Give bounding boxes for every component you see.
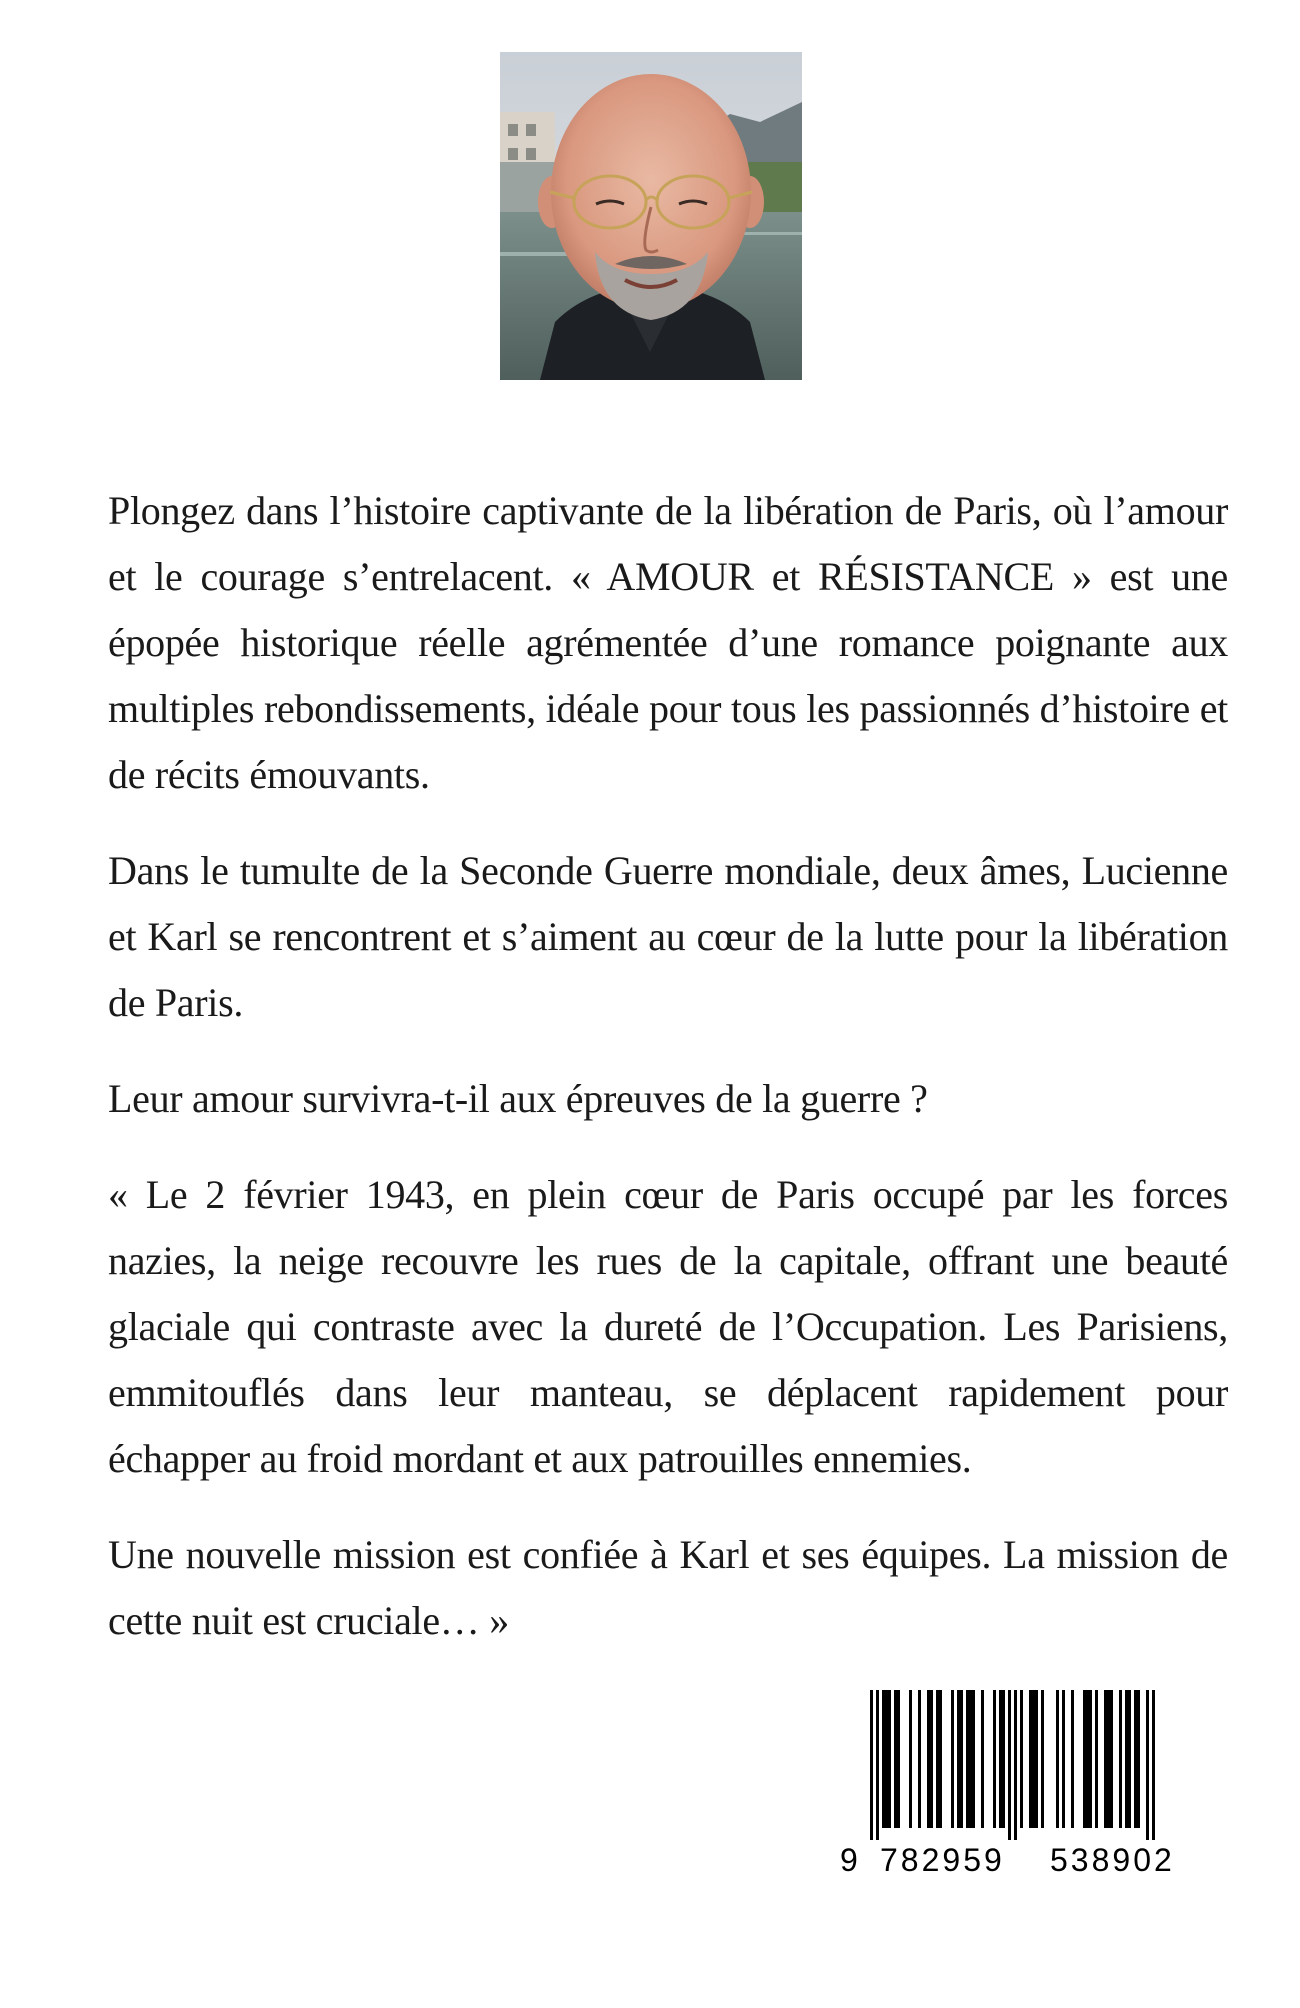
blurb-paragraph-5: Une nouvelle mission est confiée à Karl et ses équipes. La mission de cette nuit est cruciale… » xyxy=(108,1532,1228,1643)
barcode-bar xyxy=(894,1690,897,1828)
barcode-bar xyxy=(939,1690,942,1828)
barcode-bar xyxy=(972,1690,975,1828)
barcode-bar xyxy=(1002,1690,1005,1828)
barcode-bars-icon xyxy=(840,1690,1200,1840)
barcode-left-group: 782959 xyxy=(880,1842,1005,1878)
barcode-bar xyxy=(999,1690,1002,1828)
barcode-guard-bar xyxy=(1014,1690,1017,1840)
barcode-bar xyxy=(1095,1690,1098,1828)
barcode-first-digit: 9 xyxy=(840,1842,858,1878)
barcode-bar xyxy=(1086,1690,1089,1828)
barcode-bar xyxy=(1134,1690,1137,1828)
barcode-bar xyxy=(981,1690,984,1828)
barcode-bar xyxy=(969,1690,972,1828)
blurb-paragraph-1: Plongez dans l’histoire captivante de la libération de Paris, où l’amour et le courage s’entrelacent. « AMOUR et RÉSISTANCE » est une épopée historique réelle agrémentée d’une romance poignante aux multiples rebondissements, idéale pour tous les passionnés d’histoire et de récits émouvants. xyxy=(108,488,1228,797)
barcode-bar xyxy=(1029,1690,1032,1828)
barcode-bar xyxy=(1104,1690,1107,1828)
barcode-bar xyxy=(951,1690,954,1828)
barcode-bar xyxy=(966,1690,969,1828)
barcode-bar xyxy=(1119,1690,1122,1828)
barcode-bar xyxy=(930,1690,933,1828)
barcode-bar xyxy=(1128,1690,1131,1828)
barcode-digits xyxy=(840,1842,1200,1882)
barcode-guard-bar xyxy=(876,1690,879,1840)
barcode-bar xyxy=(885,1690,888,1828)
barcode-guard-bar xyxy=(1152,1690,1155,1840)
blurb-paragraph-2: Dans le tumulte de la Seconde Guerre mondiale, deux âmes, Lucienne et Karl se rencontrent et s’aiment au cœur de la lutte pour la libération de Paris. xyxy=(108,848,1228,1025)
barcode-guard-bar xyxy=(870,1690,873,1840)
barcode-guard-bar xyxy=(1146,1690,1149,1840)
barcode-bar xyxy=(888,1690,891,1828)
barcode-bar xyxy=(882,1690,885,1828)
barcode-bar xyxy=(918,1690,921,1828)
barcode-bar xyxy=(957,1690,960,1828)
barcode-bar xyxy=(1125,1690,1128,1828)
isbn-barcode xyxy=(840,1690,1200,1880)
author-portrait-icon xyxy=(500,52,802,380)
barcode-bar xyxy=(1137,1690,1140,1828)
barcode-guard-bar xyxy=(1008,1690,1011,1840)
barcode-bar xyxy=(1035,1690,1038,1828)
barcode-bar xyxy=(909,1690,912,1828)
author-photo xyxy=(500,52,802,380)
barcode-bar xyxy=(1089,1690,1092,1828)
blurb-paragraph-4: « Le 2 février 1943, en plein cœur de Paris occupé par les forces nazies, la neige recouvre les rues de la capitale, offrant une beauté glaciale qui contraste avec la dureté de l’Occupation. Les Parisiens, emmitouflés dans leur manteau, se déplacent rapidement pour échapper au froid mordant et aux patrouilles ennemies. xyxy=(108,1172,1228,1481)
barcode-bar xyxy=(936,1690,939,1828)
barcode-right-group: 538902 xyxy=(1050,1842,1175,1878)
barcode-bar xyxy=(1032,1690,1035,1828)
barcode-bar xyxy=(927,1690,930,1828)
barcode-bar xyxy=(1071,1690,1074,1828)
barcode-bar xyxy=(993,1690,996,1828)
barcode-bar xyxy=(1107,1690,1110,1828)
barcode-bar xyxy=(1083,1690,1086,1828)
barcode-bar xyxy=(1056,1690,1059,1828)
back-cover-blurb xyxy=(108,478,1228,1684)
blurb-paragraph-3: Leur amour survivra-t-il aux épreuves de la guerre ? xyxy=(108,1076,928,1121)
barcode-bar xyxy=(960,1690,963,1828)
barcode-bar xyxy=(897,1690,900,1828)
barcode-bar xyxy=(1041,1690,1044,1828)
barcode-bar xyxy=(1020,1690,1023,1828)
barcode-bar xyxy=(1062,1690,1065,1828)
barcode-bar xyxy=(1110,1690,1113,1828)
